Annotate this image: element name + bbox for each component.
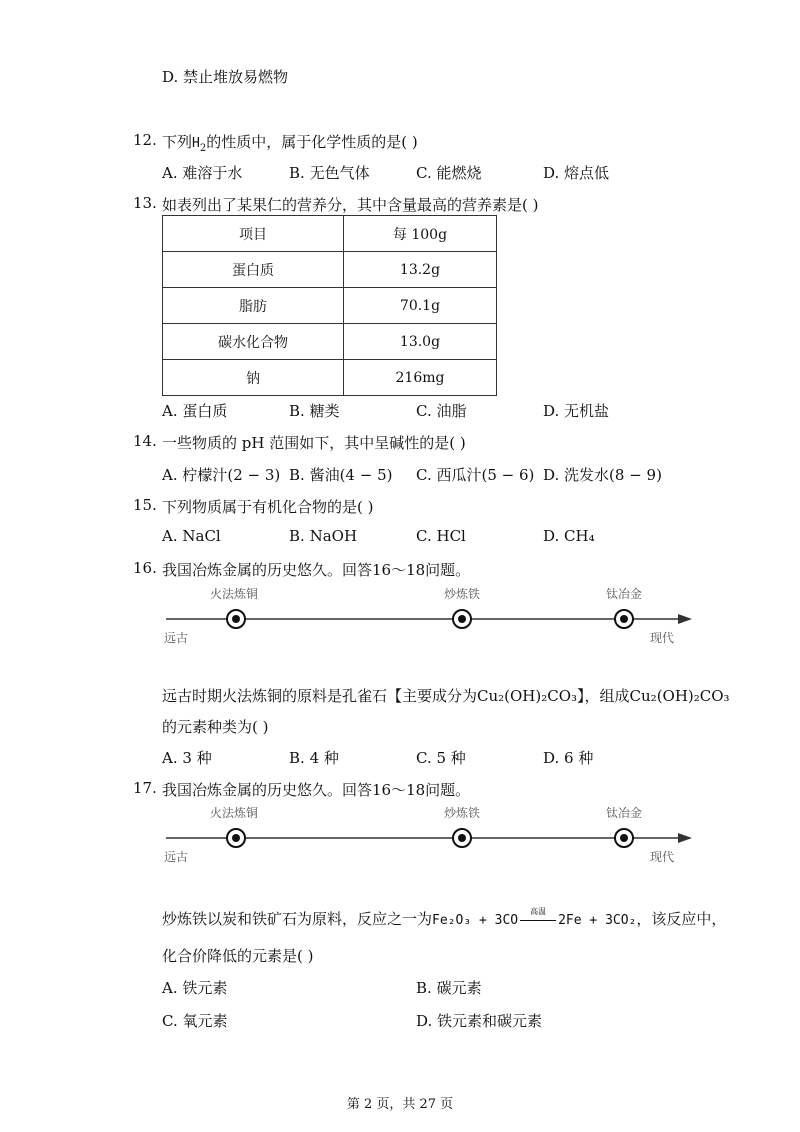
table-row — [163, 360, 497, 396]
table-row — [163, 216, 497, 252]
question-12-stem — [162, 131, 418, 154]
option-text: 禁止堆放易燃物 — [183, 68, 289, 86]
question-14-stem: 一些物质的 pH 范围如下，其中呈碱性的是( ) — [162, 434, 466, 452]
stem-text: 的性质中，属于化学性质的是( ) — [206, 133, 418, 151]
question-number: 12. — [133, 131, 157, 149]
q15-option-a[interactable]: A. NaCl — [162, 527, 221, 545]
question-number: 16. — [133, 559, 157, 577]
timeline-node-dot — [232, 834, 240, 842]
timeline-label: 炒炼铁 — [444, 806, 481, 820]
question-number: 14. — [133, 432, 157, 450]
table-cell: 13.0g — [344, 324, 497, 360]
timeline-label: 钛冶金 — [606, 806, 643, 820]
page-footer: 第 2 页，共 27 页 — [346, 1097, 454, 1112]
table-cell: 项目 — [163, 216, 344, 252]
q14-option-a[interactable]: A. 柠檬汁(2 − 3) — [162, 466, 281, 484]
reaction-arrow — [518, 906, 558, 921]
history-timeline — [160, 583, 700, 663]
question-13-stem: 如表列出了某果仁的营养分，其中含量最高的营养素是( ) — [162, 196, 539, 214]
timeline-end-label: 现代 — [650, 631, 675, 645]
timeline-start-label: 远古 — [164, 631, 189, 645]
table-cell: 每 100g — [344, 216, 497, 252]
option-label: D. — [162, 68, 179, 86]
question-17-body-line1 — [162, 908, 726, 929]
question-number: 17. — [133, 779, 157, 797]
nutrition-table — [162, 215, 497, 396]
q13-option-a[interactable]: A. 蛋白质 — [162, 402, 228, 420]
body-text: 炒炼铁以炭和铁矿石为原料，反应之一为 — [162, 910, 433, 928]
question-number: 13. — [133, 194, 157, 212]
question-16-body-line2: 的元素种类为( ) — [162, 718, 269, 736]
q12-option-a[interactable]: A. 难溶于水 — [162, 164, 243, 182]
question-16-stem: 我国冶炼金属的历史悠久。回答16～18问题。 — [162, 561, 471, 579]
formula-sub: 2 — [199, 143, 207, 154]
q13-option-d[interactable]: D. 无机盐 — [543, 402, 610, 420]
q14-option-d[interactable]: D. 洗发水(8 − 9) — [543, 466, 662, 484]
timeline-arrow — [678, 833, 692, 843]
timeline-end-label: 现代 — [650, 850, 675, 864]
q14-option-b[interactable]: B. 酱油(4 − 5) — [289, 466, 393, 484]
timeline-label: 火法炼铜 — [210, 806, 259, 820]
q16-option-b[interactable]: B. 4 种 — [289, 749, 339, 767]
q13-option-c[interactable]: C. 油脂 — [416, 402, 467, 420]
reaction-condition: 高温 — [530, 906, 547, 916]
q15-option-c[interactable]: C. HCl — [416, 527, 466, 545]
equation-left: Fe₂O₃ + 3CO — [432, 913, 519, 928]
table-cell: 钠 — [163, 360, 344, 396]
q17-option-a[interactable]: A. 铁元素 — [162, 979, 228, 997]
question-17-stem: 我国冶炼金属的历史悠久。回答16～18问题。 — [162, 781, 471, 799]
q15-option-b[interactable]: B. NaOH — [289, 527, 358, 545]
question-16-body-line1: 远古时期火法炼铜的原料是孔雀石【主要成分为Cu₂(OH)₂CO₃】，组成Cu₂(OH)₂CO₃ — [162, 687, 730, 705]
q17-option-b[interactable]: B. 碳元素 — [416, 979, 482, 997]
timeline-start-label: 远古 — [164, 850, 189, 864]
question-number: 15. — [133, 496, 157, 514]
q16-option-d[interactable]: D. 6 种 — [543, 749, 594, 767]
formula: H — [192, 136, 200, 151]
table-cell: 70.1g — [344, 288, 497, 324]
table-cell: 脂肪 — [163, 288, 344, 324]
stem-text: 下列 — [162, 133, 193, 151]
timeline-arrow — [678, 614, 692, 624]
q16-option-a[interactable]: A. 3 种 — [162, 749, 212, 767]
table-row — [163, 324, 497, 360]
table-cell: 蛋白质 — [163, 252, 344, 288]
q17-option-c[interactable]: C. 氧元素 — [162, 1012, 228, 1030]
timeline-node-dot — [232, 615, 240, 623]
q15-option-d[interactable]: D. CH₄ — [543, 527, 595, 545]
q12-option-c[interactable]: C. 能燃烧 — [416, 164, 482, 182]
prev-option-d[interactable] — [162, 66, 288, 87]
table-row — [163, 288, 497, 324]
timeline-label: 钛冶金 — [606, 587, 643, 601]
q17-option-d[interactable]: D. 铁元素和碳元素 — [416, 1012, 543, 1030]
q13-option-b[interactable]: B. 糖类 — [289, 402, 340, 420]
table-cell: 碳水化合物 — [163, 324, 344, 360]
timeline-node-dot — [458, 834, 466, 842]
timeline-label: 炒炼铁 — [444, 587, 481, 601]
q12-option-d[interactable]: D. 熔点低 — [543, 164, 610, 182]
table-cell: 13.2g — [344, 252, 497, 288]
timeline-node-dot — [620, 615, 628, 623]
table-cell: 216mg — [344, 360, 497, 396]
q14-option-c[interactable]: C. 西瓜汁(5 − 6) — [416, 466, 535, 484]
equation-right: 2Fe + 3CO₂ — [558, 913, 637, 928]
table-row — [163, 252, 497, 288]
history-timeline-2 — [160, 802, 700, 882]
q12-option-b[interactable]: B. 无色气体 — [289, 164, 370, 182]
q16-option-c[interactable]: C. 5 种 — [416, 749, 466, 767]
timeline-node-dot — [620, 834, 628, 842]
question-15-stem: 下列物质属于有机化合物的是( ) — [162, 498, 374, 516]
timeline-label: 火法炼铜 — [210, 587, 259, 601]
body-text: ，该反应中， — [636, 910, 727, 928]
question-17-body-line2: 化合价降低的元素是( ) — [162, 947, 314, 965]
timeline-node-dot — [458, 615, 466, 623]
